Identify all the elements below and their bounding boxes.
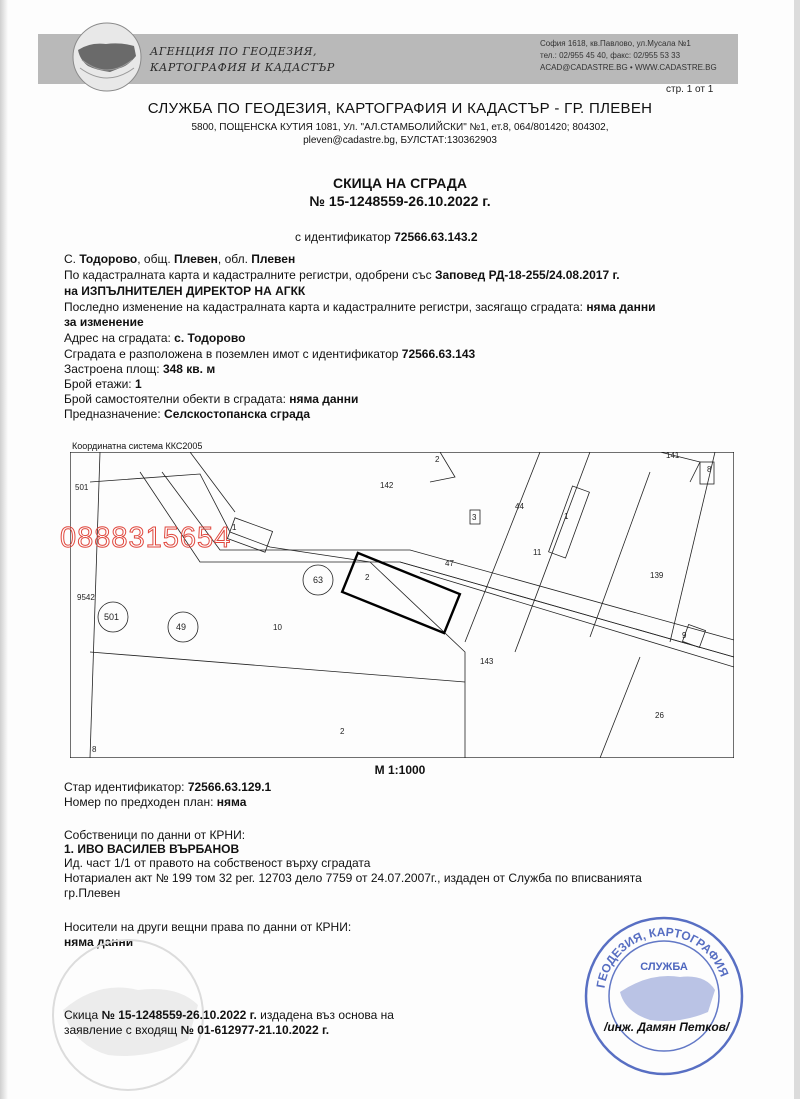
map-label-1: 1 <box>564 512 569 521</box>
floors-label: Брой етажи: <box>64 377 132 391</box>
agency-contacts <box>540 38 720 74</box>
owners-heading: Собственици по данни от КРНИ: <box>64 828 246 842</box>
office-address-line-1: 5800, ПОЩЕНСКА КУТИЯ 1081, Ул. "АЛ.СТАМБОЛИЙСКИ" №1, ет.8, 064/801420; 804302, <box>191 122 609 133</box>
address-value: с. Тодорово <box>174 331 246 345</box>
footer-application-line <box>64 1023 329 1037</box>
approval-label: По кадастралната карта и кадастралните регистри, одобрени със <box>64 268 432 282</box>
old-id-line <box>64 780 271 794</box>
approval-line <box>64 268 620 282</box>
parcel-boundary-5 <box>465 452 540 642</box>
floors-line <box>64 377 142 391</box>
other-rights-heading: Носители на други вещни права по данни от КРНИ: <box>64 920 352 934</box>
footer-issued: издадена въз основа на <box>260 1008 394 1022</box>
units-line <box>64 392 358 406</box>
parcel-line <box>64 347 475 361</box>
map-label-142: 142 <box>380 481 394 490</box>
scan-edge-right <box>794 0 800 1099</box>
sketch-title: СКИЦА НА СГРАДА <box>333 175 467 191</box>
parcel-boundary-2 <box>90 652 465 682</box>
last-change-label: Последно изменение на кадастралната карта и кадастралните регистри, засягащо сградата: <box>64 300 583 314</box>
units-label: Брой самостоятелни обекти в сградата: <box>64 392 286 406</box>
approval-order: Заповед РД-18-255/24.08.2017 г. <box>434 268 620 282</box>
purpose-value: Селскостопанска сграда <box>164 407 311 421</box>
identifier-line <box>295 230 478 244</box>
map-label-8-bottom: 8 <box>92 745 97 754</box>
map-label-10: 10 <box>273 623 282 632</box>
area-line <box>64 362 215 376</box>
map-label-9: 9 <box>682 631 687 640</box>
purpose-line <box>64 407 310 421</box>
page-number: стр. 1 от 1 <box>666 84 714 95</box>
map-scale: М 1:1000 <box>374 763 426 777</box>
prev-plan-value: няма <box>216 795 247 809</box>
contact-web: ACAD@CADASTRE.BG • WWW.CADASTRE.BG <box>540 63 717 72</box>
contact-address: София 1618, кв.Павлово, ул.Мусала №1 <box>540 39 691 48</box>
map-label-44: 44 <box>515 502 524 511</box>
owner-name <box>64 842 239 856</box>
loc-municipality: Плевен <box>174 252 218 266</box>
last-change-line-2 <box>64 315 144 329</box>
old-id-label: Стар идентификатор: <box>64 780 185 794</box>
loc-obsht: , общ. <box>137 252 171 266</box>
road-edge <box>400 562 734 657</box>
map-label-11: 11 <box>533 548 542 557</box>
location-line <box>64 252 295 266</box>
stamp-text-center: СЛУЖБА <box>640 961 688 973</box>
map-label-139: 139 <box>650 571 664 580</box>
office-name: СЛУЖБА ПО ГЕОДЕЗИЯ, КАРТОГРАФИЯ И КАДАСТЪР - ГР. ПЛЕВЕН <box>147 100 653 117</box>
purpose-label: Предназначение: <box>64 407 161 421</box>
map-label-2-building: 2 <box>365 573 370 582</box>
map-label-26: 26 <box>655 711 664 720</box>
map-frame <box>70 452 734 758</box>
approval-by-line <box>64 284 305 298</box>
official-stamp-icon <box>580 912 748 1080</box>
deed-line-1: Нотариален акт № 199 том 32 рег. 12703 дело 7759 от 24.07.2007г., издаден от Служба по вписванията <box>64 871 642 885</box>
units-value: няма данни <box>289 392 359 406</box>
map-label-1-old: 1 <box>232 523 237 532</box>
map-label-63: 63 <box>313 575 324 585</box>
address-line <box>64 331 245 345</box>
map-label-49: 49 <box>176 622 187 632</box>
parcel-boundary-3 <box>90 452 100 758</box>
map-label-501: 501 <box>104 612 120 622</box>
floors-value: 1 <box>134 377 142 391</box>
map-label-2-bottom: 2 <box>340 727 345 736</box>
prev-plan-label: Номер по предходен план: <box>64 795 214 809</box>
parcel-value: 72566.63.143 <box>401 347 476 361</box>
parcel-boundary-9 <box>600 657 640 758</box>
signer-name: /инж. Дамян Петков/ <box>604 1020 730 1034</box>
cadastral-map <box>70 452 734 758</box>
identifier-value: 72566.63.143.2 <box>394 230 478 244</box>
identifier-label: с идентификатор <box>295 230 391 244</box>
agency-name <box>150 44 335 76</box>
approval-by: на ИЗПЪЛНИТЕЛЕН ДИРЕКТОР НА АГКК <box>64 284 306 298</box>
road-edge-inner <box>162 472 734 640</box>
office-address <box>0 121 800 147</box>
agency-line-2: КАРТОГРАФИЯ И КАДАСТЪР <box>150 61 335 74</box>
old-id-value: 72566.63.129.1 <box>187 780 272 794</box>
prev-plan-line <box>64 795 246 809</box>
stamp-text-top: ГЕОДЕЗИЯ, КАРТОГРАФИЯ <box>593 924 732 990</box>
parcel-boundary-1 <box>90 474 465 758</box>
footer-sketch-number: № 15-1248559-26.10.2022 г. <box>101 1008 257 1022</box>
map-label-9542: 9542 <box>77 593 95 602</box>
footer-sketch-line <box>64 1008 394 1022</box>
area-label: Застроена площ: <box>64 362 160 376</box>
loc-prefix: С. <box>64 252 76 266</box>
phone-watermark: 0888315654 <box>60 522 232 554</box>
coordinate-system: Координатна система ККС2005 <box>72 441 203 451</box>
last-change-line <box>64 300 655 314</box>
area-value: 348 кв. м <box>162 362 216 376</box>
address-label: Адрес на сградата: <box>64 331 171 345</box>
bulgaria-map-logo-icon <box>70 20 144 94</box>
last-change-value-2: за изменение <box>64 315 144 329</box>
owner-name-value: 1. ИВО ВАСИЛЕВ ВЪРБАНОВ <box>64 842 240 856</box>
footer-sketch-label: Скица <box>64 1008 99 1022</box>
owner-share: Ид. част 1/1 от правото на собственост върху сградата <box>64 856 371 870</box>
map-label-3: 3 <box>472 513 477 522</box>
parcel-boundary-7 <box>590 472 650 637</box>
map-label-8: 8 <box>707 465 712 474</box>
loc-region: Плевен <box>251 252 296 266</box>
agency-line-1: АГЕНЦИЯ ПО ГЕОДЕЗИЯ, <box>150 45 318 58</box>
scan-edge-left <box>0 0 8 1099</box>
sketch-number: № 15-1248559-26.10.2022 г. <box>309 193 491 209</box>
parcel-boundary-6 <box>515 452 590 652</box>
deed-line-2: гр.Плевен <box>64 886 121 900</box>
loc-village: Тодорово <box>79 252 138 266</box>
map-label-47: 47 <box>445 559 454 568</box>
contact-phone: тел.: 02/955 45 40, факс: 02/955 53 33 <box>540 51 681 60</box>
footer-application-number: № 01-612977-21.10.2022 г. <box>180 1023 330 1037</box>
main-building <box>342 553 460 633</box>
map-label-501-edge: 501 <box>75 483 89 492</box>
office-address-line-2: pleven@cadastre.bg, БУЛСТАТ:130362903 <box>303 135 497 146</box>
last-change-value: няма данни <box>586 300 656 314</box>
loc-obl: , обл. <box>217 252 248 266</box>
parcel-label: Сградата е разположена в поземлен имот с идентификатор <box>64 347 399 361</box>
parcel-boundary-8 <box>670 452 715 642</box>
road-edge-lower <box>420 572 734 667</box>
footer-application-label: заявление с входящ <box>64 1023 178 1037</box>
map-label-2-top: 2 <box>435 455 440 464</box>
parcel-boundary-10 <box>430 452 455 482</box>
map-label-141: 141 <box>666 452 680 460</box>
parcel-boundary-4 <box>190 452 235 512</box>
other-rights-value: няма данни <box>64 935 134 949</box>
map-label-143: 143 <box>480 657 494 666</box>
